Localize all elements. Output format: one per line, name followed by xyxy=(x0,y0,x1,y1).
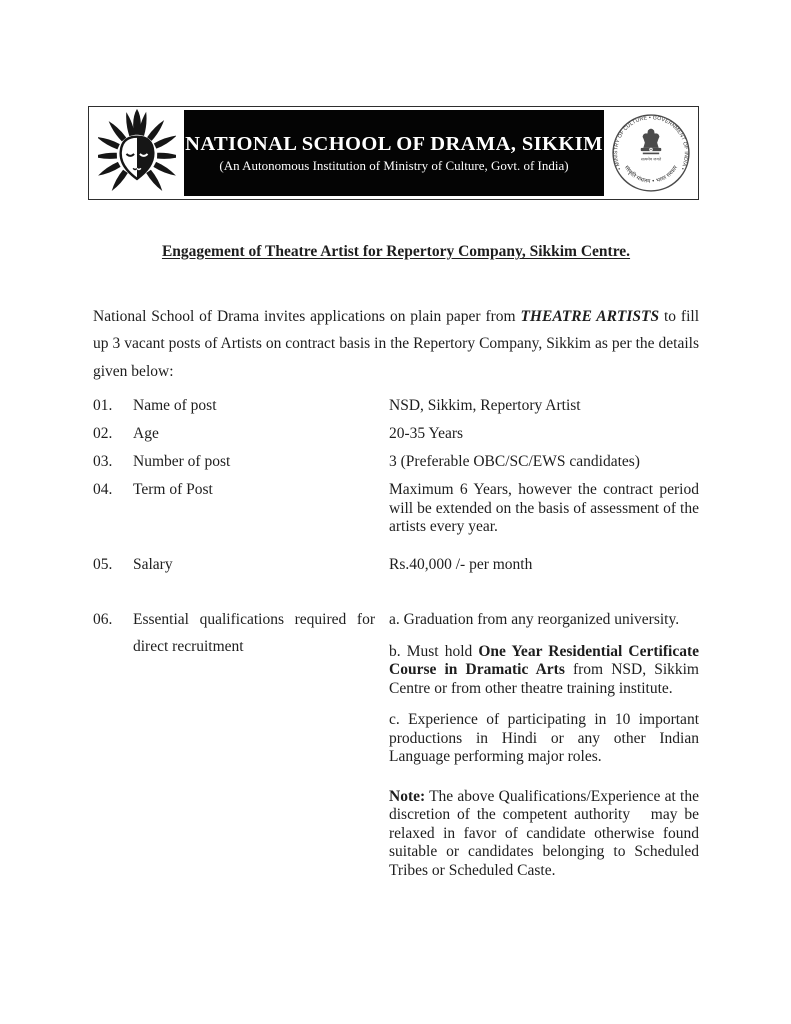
text-segment: b. Must hold xyxy=(389,642,479,660)
value-paragraph xyxy=(389,425,699,444)
detail-label-line: Age xyxy=(133,425,159,442)
text-segment: Rs.40,000 /- per month xyxy=(389,555,533,573)
text-segment: c. Experience of participating in 10 important productions in Hindi or any other Indian Language performing major roles. xyxy=(389,711,699,765)
detail-label xyxy=(133,425,389,444)
value-paragraph xyxy=(389,788,699,881)
org-name: NATIONAL SCHOOL OF DRAMA, SIKKIM xyxy=(185,133,603,155)
detail-label xyxy=(133,611,389,880)
detail-value xyxy=(389,453,699,472)
detail-number: 03. xyxy=(93,453,113,470)
value-paragraph xyxy=(389,611,699,630)
value-paragraph xyxy=(389,481,699,537)
detail-label-line: Term of Post xyxy=(133,481,213,498)
detail-value xyxy=(389,556,699,575)
detail-row xyxy=(93,481,699,537)
detail-row xyxy=(93,611,699,880)
detail-value xyxy=(389,481,699,537)
intro-paragraph xyxy=(93,303,699,386)
text-segment: from NSD, Sikkim Centre or from other theatre training institute. xyxy=(389,661,699,697)
emphasis-text: Note: xyxy=(389,787,426,805)
detail-row xyxy=(93,556,699,575)
value-paragraph xyxy=(389,453,699,472)
seal-motto: सत्यमेव जयते xyxy=(640,156,662,162)
text-segment: National School of Drama invites applications on plain paper from xyxy=(93,307,521,325)
org-banner xyxy=(184,110,604,196)
detail-label-line: Essential qualifications required for xyxy=(133,611,375,628)
detail-number: 02. xyxy=(93,425,113,442)
seal-bottom-text: संस्कृति मंत्रालय • भारत सरकार xyxy=(622,164,680,185)
org-subtitle: (An Autonomous Institution of Ministry of Culture, Govt. of India) xyxy=(219,158,569,173)
detail-label-line: direct recruitment xyxy=(133,638,244,655)
detail-label xyxy=(133,397,389,416)
detail-label-line: Name of post xyxy=(133,397,217,414)
value-paragraph xyxy=(389,643,699,699)
value-paragraph xyxy=(389,711,699,767)
theatre-mask-icon xyxy=(98,107,176,199)
text-segment: 20-35 Years xyxy=(389,425,464,442)
detail-number: 06. xyxy=(93,611,113,628)
detail-label xyxy=(133,453,389,472)
detail-label xyxy=(133,556,389,575)
banner-wrap xyxy=(184,107,604,199)
detail-number: 01. xyxy=(93,397,113,414)
detail-value xyxy=(389,397,699,416)
detail-label xyxy=(133,481,389,537)
details-list xyxy=(93,397,699,880)
text-segment: NSD, Sikkim, Repertory Artist xyxy=(389,397,581,414)
nsd-logo-cell xyxy=(89,107,184,199)
seal-top-text: • MINISTRY OF CULTURE • GOVERNMENT OF INDIA • xyxy=(613,115,689,171)
text-segment: The above Qualifications/Experience at the discretion of the competent authority may be relaxed in favor of candidate otherwise found suitable or candidates belonging to Scheduled Tribes or Scheduled Caste. xyxy=(389,787,699,879)
detail-number: 04. xyxy=(93,481,113,498)
value-paragraph xyxy=(389,556,699,575)
value-paragraph xyxy=(389,397,699,416)
govt-seal-cell xyxy=(604,107,698,199)
government-seal-icon xyxy=(610,112,692,194)
detail-row xyxy=(93,425,699,444)
detail-row xyxy=(93,453,699,472)
text-segment: a. Graduation from any reorganized university. xyxy=(389,611,680,628)
detail-row xyxy=(93,397,699,416)
detail-value xyxy=(389,611,699,880)
detail-label-line: Number of post xyxy=(133,453,231,470)
detail-value xyxy=(389,425,699,444)
text-segment: 3 (Preferable OBC/SC/EWS candidates) xyxy=(389,453,640,470)
detail-number: 05. xyxy=(93,555,113,573)
text-segment: Maximum 6 Years, however the contract period will be extended on the basis of assessment of the artists every year. xyxy=(389,481,699,535)
notice-title: Engagement of Theatre Artist for Repertory Company, Sikkim Centre. xyxy=(161,243,631,260)
letterhead xyxy=(88,106,699,200)
detail-label-line: Salary xyxy=(133,555,173,573)
emphasis-text: THEATRE ARTISTS xyxy=(520,307,660,325)
emphasis-text: One Year Residential Certificate Course in Dramatic Arts xyxy=(389,642,699,678)
text-segment: to fill up 3 vacant posts of Artists on contract basis in the Repertory Company, Sikkim as per the details given below: xyxy=(93,307,699,380)
